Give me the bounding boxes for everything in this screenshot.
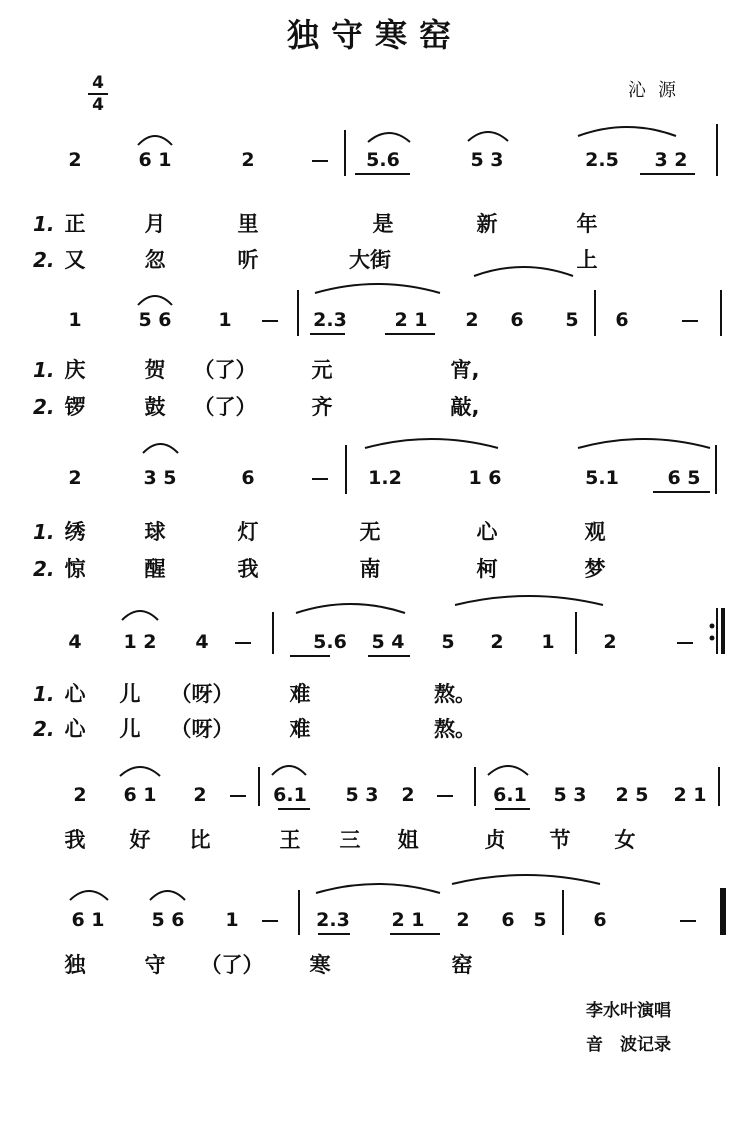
lyric-syllable: 球 bbox=[144, 520, 166, 544]
note: 2.3 bbox=[316, 909, 350, 931]
lyric-syllable: 敲, bbox=[450, 395, 480, 419]
slur bbox=[122, 611, 158, 620]
note: 1 2 bbox=[123, 631, 157, 653]
recorder-credit: 音 波记录 bbox=[586, 1035, 671, 1055]
lyric-syllable: 心 bbox=[64, 717, 86, 741]
slur bbox=[368, 133, 410, 142]
lyric-syllable: 正 bbox=[64, 212, 86, 236]
lyric-syllable: 是 bbox=[372, 212, 394, 236]
lyric-syllable: （了） bbox=[193, 358, 257, 382]
note: 6 bbox=[510, 309, 524, 331]
note: 1 bbox=[225, 909, 239, 931]
lyric-syllable: 锣 bbox=[64, 395, 86, 419]
note: 5 bbox=[441, 631, 455, 653]
lyric-syllable: 听 bbox=[237, 248, 259, 272]
lyric-syllable: （了） bbox=[193, 395, 257, 419]
lyric-syllable: 新 bbox=[476, 212, 498, 236]
lyric-syllable: 比 bbox=[189, 828, 211, 852]
note: 5.6 bbox=[366, 149, 400, 171]
lyric-syllable: 大街 bbox=[349, 248, 391, 272]
lyric-syllable: 熬。 bbox=[434, 682, 476, 706]
lyric-syllable: 节 bbox=[549, 828, 571, 852]
note: 2 bbox=[401, 784, 415, 806]
lyric-syllable: 年 bbox=[576, 212, 598, 236]
note: 3 2 bbox=[654, 149, 688, 171]
note: 2 bbox=[456, 909, 470, 931]
slur bbox=[70, 891, 108, 900]
note: 2.3 bbox=[313, 309, 347, 331]
lyric-syllable: 儿 bbox=[119, 717, 141, 741]
note: 5 4 bbox=[371, 631, 405, 653]
note: 2 5 bbox=[615, 784, 649, 806]
note: 5 bbox=[533, 909, 547, 931]
note: 4 bbox=[68, 631, 82, 653]
note: 6 1 bbox=[71, 909, 105, 931]
note: 3 5 bbox=[143, 467, 177, 489]
lyric-syllable: 难 bbox=[289, 682, 311, 706]
lyric-syllable: 三 bbox=[339, 828, 361, 852]
lyric-syllable: 窑 bbox=[451, 953, 473, 977]
lyric-syllable: 灯 bbox=[237, 520, 259, 544]
note: 2 1 bbox=[394, 309, 428, 331]
lyric-syllable: 心 bbox=[64, 682, 86, 706]
lyric-syllable: 守 bbox=[144, 953, 166, 977]
note: 2 bbox=[241, 149, 255, 171]
note: 2 bbox=[68, 149, 82, 171]
slur bbox=[296, 604, 405, 613]
slur bbox=[138, 296, 172, 305]
lyric-syllable: 观 bbox=[584, 520, 606, 544]
lyric-syllable: 姐 bbox=[397, 828, 419, 852]
note: 5 6 bbox=[138, 309, 172, 331]
lyric-syllable: 我 bbox=[64, 828, 86, 852]
note: 5 bbox=[565, 309, 579, 331]
singer-credit: 李水叶演唱 bbox=[586, 1001, 671, 1021]
note: 6 1 bbox=[138, 149, 172, 171]
lyric-syllable: 熬。 bbox=[434, 717, 476, 741]
note: 6 bbox=[501, 909, 515, 931]
verse-number: 1. bbox=[33, 358, 55, 382]
note: 2 bbox=[603, 631, 617, 653]
slur bbox=[455, 596, 603, 605]
slur bbox=[315, 284, 440, 293]
slur bbox=[365, 439, 498, 448]
lyric-syllable: 王 bbox=[279, 828, 301, 852]
verse-number: 2. bbox=[33, 717, 55, 741]
lyric-syllable: 上 bbox=[576, 248, 598, 272]
slur bbox=[452, 875, 600, 884]
repeat-dot bbox=[710, 624, 715, 629]
lyric-syllable: 好 bbox=[129, 828, 151, 852]
lyric-syllable: 又 bbox=[64, 248, 86, 272]
note: 6.1 bbox=[273, 784, 307, 806]
verse-number: 2. bbox=[33, 248, 55, 272]
note: 6.1 bbox=[493, 784, 527, 806]
slur bbox=[143, 444, 178, 453]
lyric-syllable: 贞 bbox=[484, 828, 506, 852]
lyric-syllable: 醒 bbox=[144, 557, 166, 581]
lyric-syllable: 南 bbox=[359, 557, 381, 581]
note: 2.5 bbox=[585, 149, 619, 171]
slur bbox=[150, 891, 185, 900]
note: 5.6 bbox=[313, 631, 347, 653]
note: 1.2 bbox=[368, 467, 402, 489]
note: 5.1 bbox=[585, 467, 619, 489]
note: 1 bbox=[541, 631, 555, 653]
lyric-syllable: 忽 bbox=[144, 248, 166, 272]
lyric-syllable: （呀） bbox=[170, 717, 234, 741]
note: 6 bbox=[615, 309, 629, 331]
time-signature-bottom: 4 bbox=[92, 95, 104, 115]
note: 4 bbox=[195, 631, 209, 653]
lyric-syllable: 绣 bbox=[64, 520, 86, 544]
song-title: 独守寒窑 bbox=[286, 16, 463, 54]
slur bbox=[272, 766, 306, 775]
repeat-dot bbox=[710, 636, 715, 641]
verse-number: 1. bbox=[33, 682, 55, 706]
lyric-syllable: 独 bbox=[64, 953, 86, 977]
note: 1 bbox=[218, 309, 232, 331]
lyric-syllable: 元 bbox=[311, 358, 333, 382]
verse-number: 1. bbox=[33, 212, 55, 236]
note: 1 6 bbox=[468, 467, 502, 489]
slur bbox=[474, 267, 573, 276]
lyric-syllable: （呀） bbox=[170, 682, 234, 706]
verse-number: 2. bbox=[33, 557, 55, 581]
note: 2 bbox=[193, 784, 207, 806]
lyric-syllable: 心 bbox=[476, 520, 498, 544]
lyric-syllable: 庆 bbox=[64, 358, 86, 382]
note: 6 bbox=[593, 909, 607, 931]
time-signature-top: 4 bbox=[92, 73, 104, 93]
note: 5 3 bbox=[345, 784, 379, 806]
note: 2 bbox=[490, 631, 504, 653]
note: 6 bbox=[241, 467, 255, 489]
song-source: 沁源 bbox=[628, 80, 688, 101]
lyric-syllable: 里 bbox=[237, 212, 259, 236]
slur bbox=[120, 767, 160, 776]
lyric-syllable: 难 bbox=[289, 717, 311, 741]
note: 5 3 bbox=[553, 784, 587, 806]
lyric-syllable: 贺 bbox=[144, 358, 166, 382]
note: 5 3 bbox=[470, 149, 504, 171]
note: 2 bbox=[68, 467, 82, 489]
slur bbox=[138, 136, 172, 145]
note: 6 1 bbox=[123, 784, 157, 806]
note: 2 1 bbox=[391, 909, 425, 931]
lyric-syllable: 月 bbox=[144, 212, 166, 236]
slur bbox=[488, 766, 528, 775]
note: 5 6 bbox=[151, 909, 185, 931]
note: 2 1 bbox=[673, 784, 707, 806]
lyric-syllable: 无 bbox=[359, 520, 381, 544]
verse-number: 2. bbox=[33, 395, 55, 419]
lyric-syllable: 儿 bbox=[119, 682, 141, 706]
slur bbox=[468, 132, 508, 141]
verse-number: 1. bbox=[33, 520, 55, 544]
lyric-syllable: 女 bbox=[614, 828, 636, 852]
note: 6 5 bbox=[667, 467, 701, 489]
note: 2 bbox=[465, 309, 479, 331]
lyric-syllable: 齐 bbox=[311, 395, 333, 419]
lyric-syllable: 寒 bbox=[309, 953, 331, 977]
note: 2 bbox=[73, 784, 87, 806]
lyric-syllable: 我 bbox=[237, 557, 259, 581]
slur bbox=[578, 127, 676, 136]
lyric-syllable: 惊 bbox=[64, 557, 86, 581]
lyric-syllable: 宵, bbox=[450, 358, 480, 382]
slur bbox=[578, 439, 710, 448]
note: 1 bbox=[68, 309, 82, 331]
lyric-syllable: 柯 bbox=[476, 557, 498, 581]
slur bbox=[316, 884, 440, 893]
lyric-syllable: 鼓 bbox=[144, 395, 166, 419]
lyric-syllable: （了） bbox=[200, 953, 264, 977]
lyric-syllable: 梦 bbox=[584, 557, 606, 581]
